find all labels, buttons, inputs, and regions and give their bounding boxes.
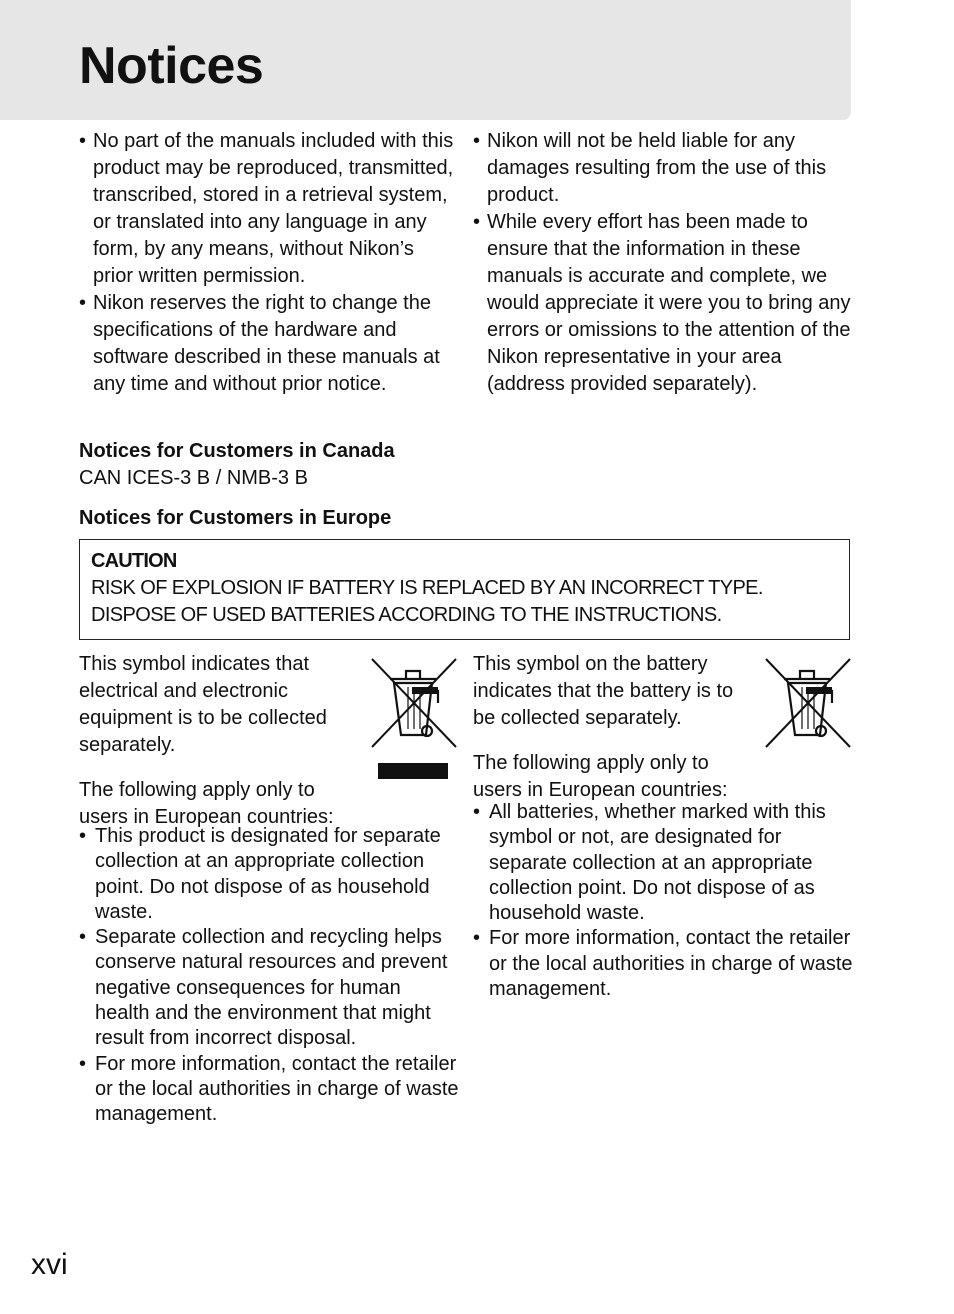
caution-box [79,539,850,640]
equipment-bullet-list [79,824,459,1128]
left-bullet-list [79,128,457,398]
equipment-bullets-block [79,824,459,1128]
crossed-out-wheelie-bin-icon [762,657,854,749]
battery-bullet-list [473,800,853,1002]
crossed-out-wheelie-bin-icon [368,657,460,749]
right-column [473,128,851,398]
equipment-symbol-text: This symbol indicates that electrical and electronic equipment is to be collected separately. [79,653,327,756]
list-item: • Separate collection and recycling helps conserve natural resources and prevent negative consequences for human health and the environment that might result from incorrect disposal. [79,925,459,1051]
list-item: • For more information, contact the retailer or the local authorities in charge of waste management. [473,926,853,1002]
list-item: • For more information, contact the retailer or the local authorities in charge of waste management. [79,1052,459,1128]
battery-apply-text: The following apply only to users in European countries: [473,752,728,801]
canada-text: CAN ICES-3 B / NMB-3 B [79,467,308,489]
page-number: xvi [31,1248,68,1281]
canada-heading: Notices for Customers in Canada [79,440,395,462]
battery-symbol-block [473,651,753,804]
battery-symbol-text: This symbol on the battery indicates that the battery is to be collected separately. [473,653,734,729]
list-item: • No part of the manuals included with this product may be reproduced, transmitted, transcribed, stored in a retrieval system, or translated into any language in any form, by any means, without Nikon’s prior written permission. [79,128,457,290]
page-title: Notices [79,37,264,95]
europe-heading: Notices for Customers in Europe [79,507,392,529]
list-item: • This product is designated for separate collection at an appropriate collection point. Do not dispose of as household waste. [79,824,459,925]
list-item: • Nikon will not be held liable for any damages resulting from the use of this product. [473,128,851,209]
battery-bullets-block [473,800,853,1002]
right-bullet-list [473,128,851,398]
equipment-apply-text: The following apply only to users in European countries: [79,779,334,828]
list-item: • All batteries, whether marked with this symbol or not, are designated for separate collection at an appropriate collection point. Do not dispose of as household waste. [473,800,853,926]
caution-text: RISK OF EXPLOSION IF BATTERY IS REPLACED BY AN INCORRECT TYPE. DISPOSE OF USED BATTERIES ACCORDING TO THE INSTRUCTIONS. [91,577,763,626]
left-column [79,128,457,398]
caution-title: CAUTION [91,550,177,572]
list-item: • While every effort has been made to ensure that the information in these manuals is accurate and complete, we would appreciate it were you to bring any errors or omissions to the attention of the Nikon representative in your area (address provided separately). [473,209,851,398]
list-item: • Nikon reserves the right to change the specifications of the hardware and software described in these manuals at any time and without prior notice. [79,290,457,398]
separate-collection-bar [378,763,448,779]
equipment-symbol-block [79,651,361,831]
